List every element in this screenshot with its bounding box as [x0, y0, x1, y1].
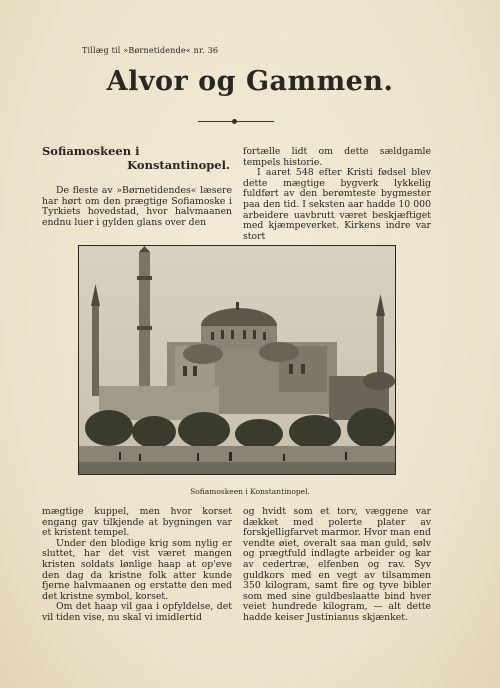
right-column-top	[243, 147, 431, 242]
paragraph: mægtige kuppel, men hvor korset engang gav tilkjende at bygningen var et kristent tempel.	[42, 506, 232, 539]
left-column-bottom	[42, 507, 232, 624]
headline-line-2: Konstantinopel.	[127, 158, 230, 172]
mosque-photo	[78, 245, 396, 475]
article-headline	[42, 144, 230, 172]
supplement-line: Tillæg til »Børnetidende« nr. 36	[82, 46, 219, 55]
right-column-bottom	[243, 507, 431, 624]
paragraph: Under den blodige krig som nylig er sluttet, har det vist været mangen kristen soldats lønlige haap at op'eve den dag da kristne folk atter kunde fjerne halvmaanen og erstatte den med det kristne symbol, korset.	[42, 537, 232, 602]
paragraph: fortælle lidt om dette sældgamle tempels historie.	[243, 146, 431, 168]
ornamental-rule	[198, 121, 274, 122]
paragraph: I aaret 548 efter Kristi fødsel blev dette mægtige bygverk lykkelig fuldført av den berømteste bygmester paa den tid. I seksten aar hadde 10 000 arbeidere uavbrutt været beskjæftiget med kjæmpeverket. Kirkens indre var stort	[243, 167, 431, 242]
masthead-title: Alvor og Gammen.	[106, 66, 394, 97]
paragraph: De fleste av »Børnetidendes« læsere har hørt om den prægtige Sofiamoske i Tyrkiets hovedstad, hvor halvmaanen endnu luer i gylden glans over den	[42, 185, 232, 228]
left-column-top	[42, 186, 232, 228]
mosque-illustration	[79, 246, 395, 474]
photo-caption: Sofiamoskeen i Konstantinopel.	[190, 487, 310, 496]
paragraph: Om det haap vil gaa i opfyldelse, det vil tiden vise, nu skal vi imidlertid	[42, 601, 232, 623]
paragraph: og hvidt som et torv, væggene var dækket med polerte plater av forskjelligfarvet marmor. Hvor man end vendte øiet, overalt saa man guld, sølv og prægtfuld indlagte arbeider og kar av cedertræ, elfenben og rav. Syv guldkors med en vegt av tilsammen 350 kilogram, samt fire og tyve bibler som med sine guldbeslaatte bind hver veiet hundrede kilogram, — alt dette hadde keiser Justinianus skjænket.	[243, 506, 431, 623]
headline-line-1: Sofiamoskeen i	[42, 144, 140, 158]
